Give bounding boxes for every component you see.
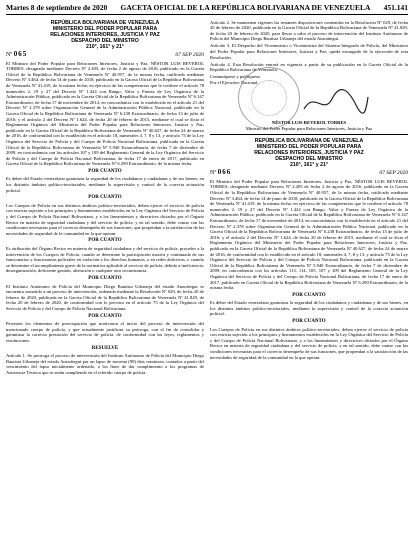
official-seal: [238, 67, 300, 129]
left-resolution-number-row: Nº 065 07 SEP 2020: [6, 50, 204, 58]
signatory-title: Ministro del Poder Popular para Relaciones Interiores, Justicia y Paz: [245, 125, 373, 131]
right-paragraph-5: Es deber del Estado venezolano garantizar la seguridad de los ciudadanos y ciudadanas y de sus bienes, en los distintos ámbitos político-territoriales, mediante la supervisión y control de la correcta actuación policial.: [210, 300, 408, 317]
left-resolution-date: 07 SEP 2020: [175, 51, 204, 58]
left-paragraph-3: Los Cuerpos de Policía en sus distintos ámbitos político-territoriales, deben ejercer el servicio de policía con estricta sujeción a los principios y lineamientos establecidos en la Ley Orgánica del Servicio de Policía y del Cuerpo de Policía Nacional Bolivariana, y a los lineamientos y directrices dictados por el Órgano Rector en materia de seguridad ciudadana y del servicio de policía, y en tal sentido, debe contar con las condiciones necesarias para el correcto desempeño de sus funciones, que propendan a la satisfacción de las necesidades de seguridad de la comunidad en la que operan.: [6, 202, 204, 236]
right-resolution-date: 07 SEP 2020: [379, 169, 408, 176]
left-paragraph-5: El Instituto Autónomo de Policía del Municipio Diego Bautista Urbaneja del estado Anzoátegui se encuentra sometido a un proceso de intervención, ordenado mediante la Resolución Nº 029, de fecha 20 de febrero de 2020, publicada en la Gaceta Oficial de la República Bolivariana de Venezuela Nº 41.829, de fecha 20 de febrero de 2020, de conformidad con lo previsto en el artículo 75 de la Ley Orgánica del Servicio de Policía y del Cuerpo de Policía Nacional Bolivariana.: [6, 283, 204, 311]
page-header: [6, 3, 408, 15]
left-institution-heading: REPÚBLICA BOLIVARIANA DE VENEZUELA MINISTERIO DEL PODER POPULAR PARA RELACIONES INTERIORES, JUSTICIA Y PAZ DESPACHO DEL MINISTRO 210°, 161° y 21°: [50, 20, 160, 50]
left-por-cuanto-1: POR CUANTO: [88, 168, 122, 174]
left-por-cuanto-2: POR CUANTO: [88, 195, 122, 201]
right-preamble: El Ministro del Poder Popular para Relaciones Interiores, Justicia y Paz, NÉSTOR LUIS REVEROL TORRES, designado mediante Decreto Nº 2.405 de fecha 2 de agosto de 2016, publicado en la Gaceta Oficial de la República Bolivariana de Venezuela Nº 40.957, de la misma fecha, ratificado mediante Decreto Nº 3.464, de fecha 14 de junio de 2018, publicado en la Gaceta Oficial de la República Bolivariana de Venezuela Nº 41.419, de la misma fecha; en ejercicio de las competencias que le confiere el artículo 78 numerales 2, 19 y 27 del Decreto Nº 1.424 con Rango, Valor y Fuerza de Ley Orgánica de la Administración Pública, publicado en la Gaceta Oficial de la República Bolivariana de Venezuela Nº 6.147 Extraordinario, de fecha 17 de noviembre de 2014, en concordancia con lo establecido en el artículo 21 del Decreto Nº 2.378 sobre Organización General de la Administración Pública Nacional, publicado en la Gaceta Oficial de la República Bolivariana de Venezuela Nº 6.238 Extraordinario, de fecha 13 de julio de 2016; y el artículo 2 del Decreto Nº 1.624, de fecha 20 de febrero de 2015, mediante el cual se dicta el Reglamento Orgánico del Ministerio del Poder Popular para Relaciones Interiores, Justicia y Paz, publicado en la Gaceta Oficial de la República Bolivariana de Venezuela Nº 40.627, de fecha 24 de marzo de 2016; de conformidad con lo establecido en el artículo 18, numerales 4, 7, 8 y 13, y artículo 75 de la Ley Orgánica del Servicio de Policía y del Cuerpo de Policía Nacional Bolivariana, publicada en la Gaceta Oficial de la República Bolivariana de Venezuela Nº 5.940 Extraordinario, de fecha 7 de diciembre de 2009, en concordancia con los artículos 113, 114, 105, 107 y 109 del Reglamento General de la Ley Orgánica del Servicio de Policía y del Cuerpo de Policía Nacional Bolivariana, de fecha 17 de enero de 2017, publicado en Gaceta Oficial de la República Bolivariana de Venezuela Nº 6.290 Extraordinario, de la misma fecha.: [210, 178, 408, 291]
left-preamble: El Ministro del Poder Popular para Relaciones Interiores, Justicia y Paz, NÉSTOR LUIS REVEROL TORRES, designado mediante Decreto Nº 2.405, de fecha 2 de agosto de 2016, publicado en la Gaceta Oficial de la República Bolivariana de Venezuela Nº 40.957, de la misma fecha, ratificado mediante Decreto Nº 3.464, de fecha 14 de junio de 2018, publicado en la Gaceta Oficial de la República Bolivariana de Venezuela Nº 41.419, de la misma fecha; en ejercicio de las competencias que le confiere el artículo 78 numerales 2, 19 y 27 del Decreto Nº 1.424 con Rango, Valor y Fuerza de Ley Orgánica de la Administración Pública, publicado en la Gaceta Oficial de la República Bolivariana de Venezuela Nº 6.147 Extraordinario, de fecha 17 de noviembre de 2014, en concordancia con lo establecido en el artículo 21 del Decreto Nº 2.378 sobre Organización General de la Administración Pública Nacional, publicado en la Gaceta Oficial de la República Bolivariana de Venezuela Nº 6.238 Extraordinario, de fecha 13 de julio de 2016; y el artículo 2 del Decreto Nº 1.624, de fecha 20 de febrero de 2015, mediante el cual se dicta el Reglamento Orgánico del Ministerio del Poder Popular para Relaciones Interiores, Justicia y Paz, publicado en la Gaceta Oficial de la República Bolivariana de Venezuela Nº 40.627, de fecha 24 de marzo de 2016, de conformidad con lo establecido en el artículo 18, numerales 4, 7, 8 y 13, y artículo 75 de la Ley Orgánica del Servicio de Policía y del Cuerpo de Policía Nacional Bolivariana, publicada en la Gaceta Oficial de la República Bolivariana de Venezuela Nº 5.940 Extraordinario, de fecha 7 de diciembre de 2009, en concordancia con los artículos 107 y 109 del Reglamento General de la Ley Orgánica del Servicio de Policía y del Cuerpo de Policía Nacional Bolivariana, de fecha 17 de enero de 2017, publicado en Gaceta Oficial de la República Bolivariana de Venezuela Nº 6.290 Extraordinario, de la misma fecha.: [6, 60, 204, 167]
right-resolution-number: 066: [217, 168, 232, 177]
right-por-cuanto-1: POR CUANTO: [292, 292, 326, 298]
right-article-4: Artículo 4. Esta Resolución entrará en vigencia a partir de su publicación en la Gaceta Oficial de la República Bolivariana de Venezuela.: [210, 61, 408, 73]
right-column: [210, 18, 408, 377]
handwritten-signature: [300, 87, 370, 117]
right-por-cuanto-2: POR CUANTO: [292, 319, 326, 325]
left-paragraph-6: Persisten los elementos de preocupación que motivaron el inicio del proceso de intervención del mencionado cuerpo de policía, y que actualmente justifican su prórroga, con el fin de consolidar y garantizar la correcta prestación del servicio de policía, de conformidad con las leyes, reglamentos y resoluciones.: [6, 321, 204, 343]
header-title: GACETA OFICIAL DE LA REPÚBLICA BOLIVARIANA DE VENEZUELA: [120, 3, 371, 12]
right-closing: Comuníquese y publíquese. Por el Ejecutivo Nacional,: [210, 74, 261, 85]
left-column: [6, 18, 204, 377]
columns: [6, 18, 408, 377]
header-page-number: 451.141: [383, 3, 408, 12]
signatory-name: NÉSTOR LUIS REVEROL TORRES: [271, 120, 347, 126]
right-resolution-number-row: Nº 066 07 SEP 2020: [210, 168, 408, 177]
left-resolution-number: 065: [13, 50, 28, 58]
right-article-3: Artículo 3. El Despacho del Viceministro o Viceministra del Sistema Integrado de Policía, del Ministerio del Poder Popular para Relaciones Interiores, Justicia y Paz, queda encargado de la ejecución de esta Resolución.: [210, 43, 408, 60]
left-resuelve: RESUELVE: [91, 345, 119, 351]
right-article-2: Artículo 2. Se mantienen vigentes las restantes disposiciones contenidas en la Resolución Nº 029, de fecha 20 de febrero de 2020, publicada en la Gaceta Oficial de la República Bolivariana de Venezuela Nº 41.829, de fecha 20 de febrero de 2020, para llevar a cabo el proceso de intervención del Instituto Autónomo de Policía del Municipio Diego Bautista Urbaneja del estado Anzoátegui.: [210, 19, 408, 42]
left-article-1: Artículo 1. Se prorroga el proceso de intervención del Instituto Autónomo de Policía del Municipio Diego Bautista Urbaneja del estado Anzoátegui por un lapso de noventa (90) días continuos, contados a partir del vencimiento del lapso inicialmente ordenado, a los fines de dar cumplimiento a los programas de Asistencia Técnica que se están cumpliendo en el referido cuerpo de policía.: [6, 353, 204, 375]
left-por-cuanto-5: POR CUANTO: [88, 313, 122, 319]
left-paragraph-2: Es deber del Estado venezolano garantizar la seguridad de los ciudadanos y ciudadanas y de sus bienes, en los distintos ámbitos político-territoriales, mediante la supervisión y control de la correcta actuación policial.: [6, 176, 204, 193]
left-por-cuanto-3: POR CUANTO: [88, 238, 122, 244]
left-paragraph-4: Es atribución del Órgano Rector en materia de seguridad ciudadana y del servicio de policía, proceder a la intervención de los Cuerpos de Policía, cuando se determine la participación masiva y continuada de sus funcionarios y funcionarias policiales en violación a los derechos humanos, o en redes delictivas, o cuando se determine el incumplimiento grave de la normativa aplicable al servicio de policía, debido a ineficiencia, desorganización, deficiente gestión, alteración o cualquier otra circunstancia.: [6, 246, 204, 274]
left-por-cuanto-4: POR CUANTO: [88, 275, 122, 281]
header-date: Martes 8 de septiembre de 2020: [6, 3, 108, 12]
right-paragraph-6: Los Cuerpos de Policía en sus distintos ámbitos político-territoriales, deben ejercer el servicio de policía con estricta sujeción a los principios y lineamientos establecidos en la Ley Orgánica del Servicio de Policía y del Cuerpo de Policía Nacional Bolivariana, y a los lineamientos y directrices dictados por el Órgano Rector en materia de seguridad ciudadana y del servicio de policía, y en tal sentido, debe contar con las condiciones necesarias para el correcto desempeño de sus funciones, que propendan a la satisfacción de las necesidades de seguridad de la comunidad en la que operan.: [210, 326, 408, 360]
right-institution-heading: REPÚBLICA BOLIVARIANA DE VENEZUELA MINISTERIO DEL PODER POPULAR PARA RELACIONES INTERIORES, JUSTICIA Y PAZ DESPACHO DEL MINISTRO 210°, 161° y 21°: [254, 138, 364, 169]
divider: [210, 134, 408, 135]
signature-area: [210, 87, 408, 117]
